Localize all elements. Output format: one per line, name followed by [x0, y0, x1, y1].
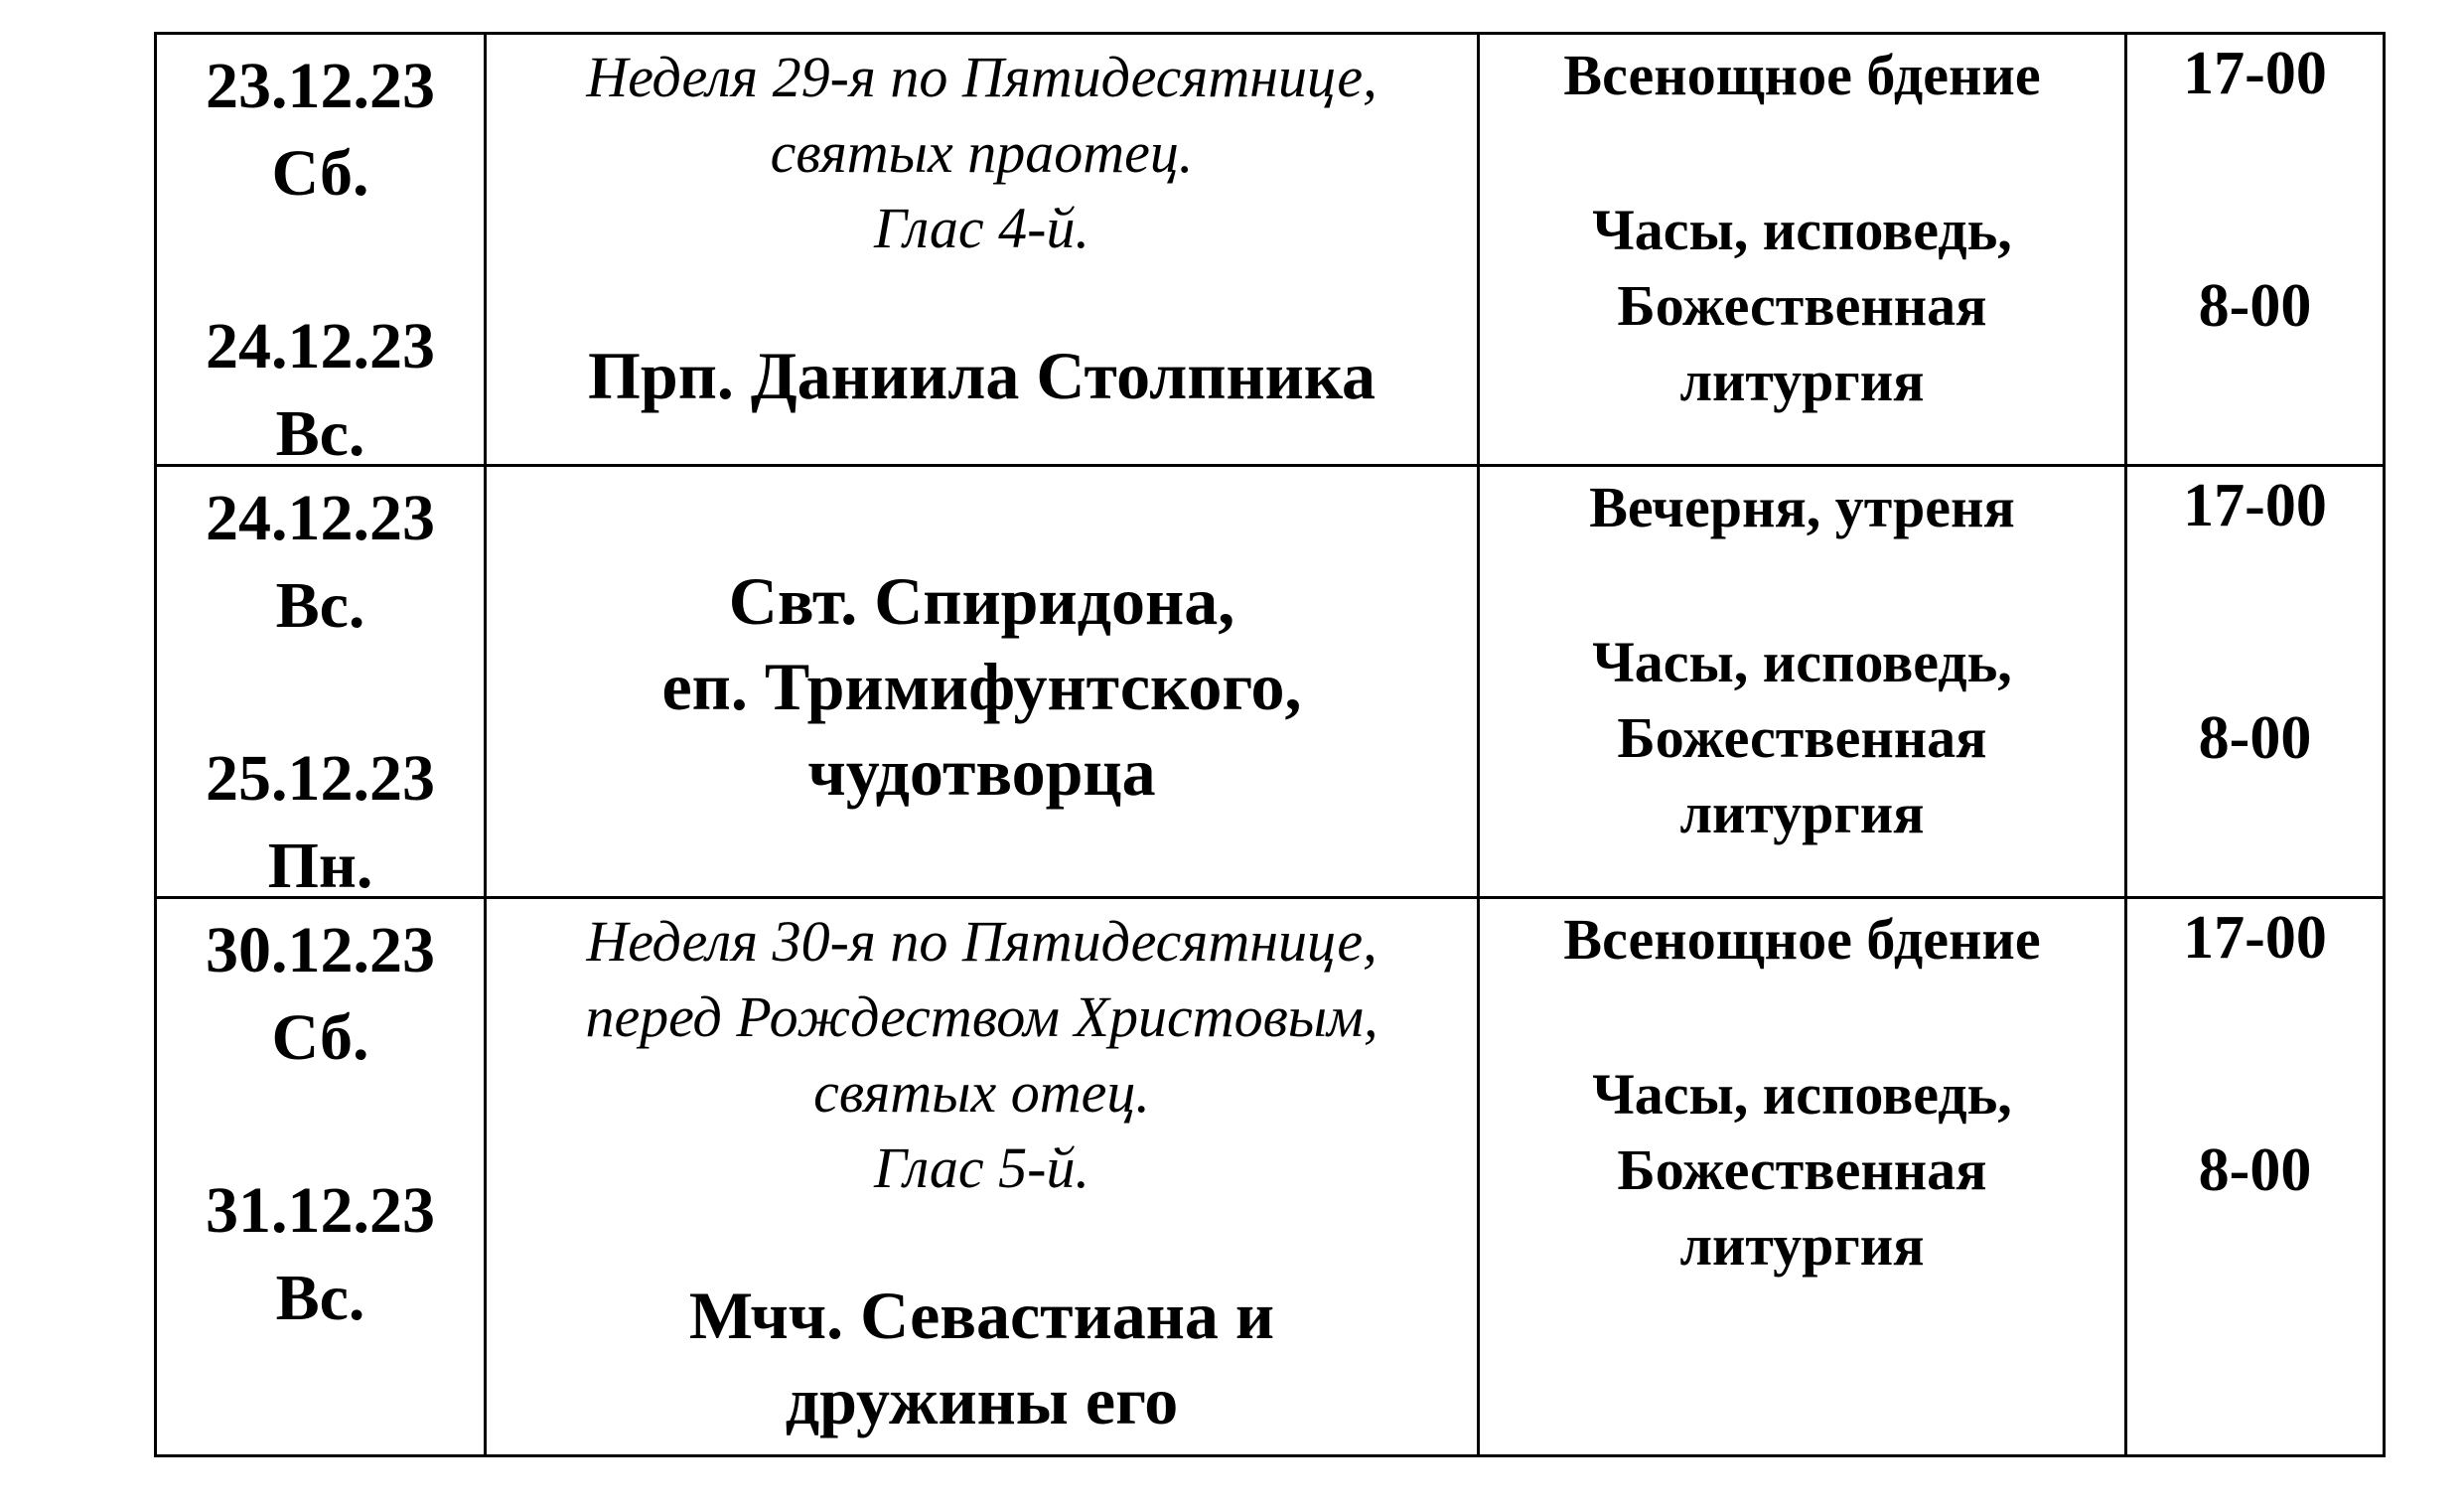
weekday-text: Вс.: [275, 397, 365, 466]
date-text: 25.12.23: [206, 742, 435, 815]
feast-line: Глас 5-й.: [874, 1135, 1089, 1200]
feast-line: Неделя 29-я по Пятидесятнице,: [586, 45, 1377, 109]
service-name: Часы, исповедь,: [1592, 630, 2012, 694]
feast-cell: [486, 466, 1479, 898]
service-cell: [1479, 898, 2126, 1456]
service-name: Часы, исповедь,: [1592, 198, 2012, 262]
feast-line: святых праотец.: [770, 120, 1194, 185]
weekday-text: Сб.: [271, 137, 369, 210]
service-cell: [1479, 466, 2126, 898]
service-name: литургия: [1679, 781, 1925, 845]
weekday-text: Вс.: [275, 569, 365, 642]
schedule-table: [154, 32, 2386, 1457]
feast-cell: [486, 898, 1479, 1456]
date-text: 24.12.23: [206, 482, 435, 554]
saint-name: еп. Тримифунтского,: [661, 649, 1302, 724]
date-cell: [156, 34, 486, 466]
date-cell: [156, 898, 486, 1456]
feast-cell: [486, 34, 1479, 466]
service-name: литургия: [1679, 1213, 1925, 1278]
date-text: 23.12.23: [206, 50, 435, 122]
feast-line: святых отец.: [813, 1060, 1150, 1125]
service-name: Всенощное бдение: [1563, 907, 2041, 972]
service-name: Часы, исповедь,: [1592, 1062, 2012, 1127]
service-time: 17-00: [2183, 904, 2327, 972]
date-text: 30.12.23: [206, 914, 435, 986]
service-name: литургия: [1679, 349, 1925, 413]
saint-name: Мчч. Севастиана и: [688, 1278, 1275, 1353]
saint-name: чудотворца: [807, 734, 1156, 810]
date-text: 24.12.23: [206, 310, 435, 382]
service-name: Всенощное бдение: [1563, 43, 2041, 107]
feast-line: Неделя 30-я по Пятидесятнице,: [586, 909, 1377, 974]
schedule-row: [156, 34, 2385, 466]
service-time: 17-00: [2183, 472, 2327, 539]
weekday-text: Вс.: [275, 1262, 365, 1334]
saint-name: Прп. Даниила Столпника: [587, 338, 1377, 413]
schedule-row: [156, 898, 2385, 1456]
service-time: 8-00: [2198, 704, 2312, 772]
service-name: Божественная: [1617, 273, 1987, 338]
weekday-text: Сб.: [271, 1001, 369, 1074]
saint-name: Свт. Спиридона,: [728, 563, 1235, 639]
service-time: 8-00: [2198, 272, 2312, 340]
feast-line: перед Рождеством Христовым,: [585, 984, 1378, 1049]
time-cell: [2126, 898, 2385, 1456]
time-cell: [2126, 34, 2385, 466]
saint-name: дружины его: [785, 1363, 1179, 1438]
service-name: Божественная: [1617, 1137, 1987, 1202]
date-cell: [156, 466, 486, 898]
service-name: Вечерня, утреня: [1589, 475, 2015, 539]
time-cell: [2126, 466, 2385, 898]
service-name: Божественная: [1617, 705, 1987, 770]
service-cell: [1479, 34, 2126, 466]
feast-line: Глас 4-й.: [874, 196, 1089, 260]
weekday-text: Пн.: [267, 830, 373, 898]
schedule-row: [156, 466, 2385, 898]
date-text: 31.12.23: [206, 1174, 435, 1247]
service-time: 8-00: [2198, 1136, 2312, 1204]
service-time: 17-00: [2183, 40, 2327, 107]
